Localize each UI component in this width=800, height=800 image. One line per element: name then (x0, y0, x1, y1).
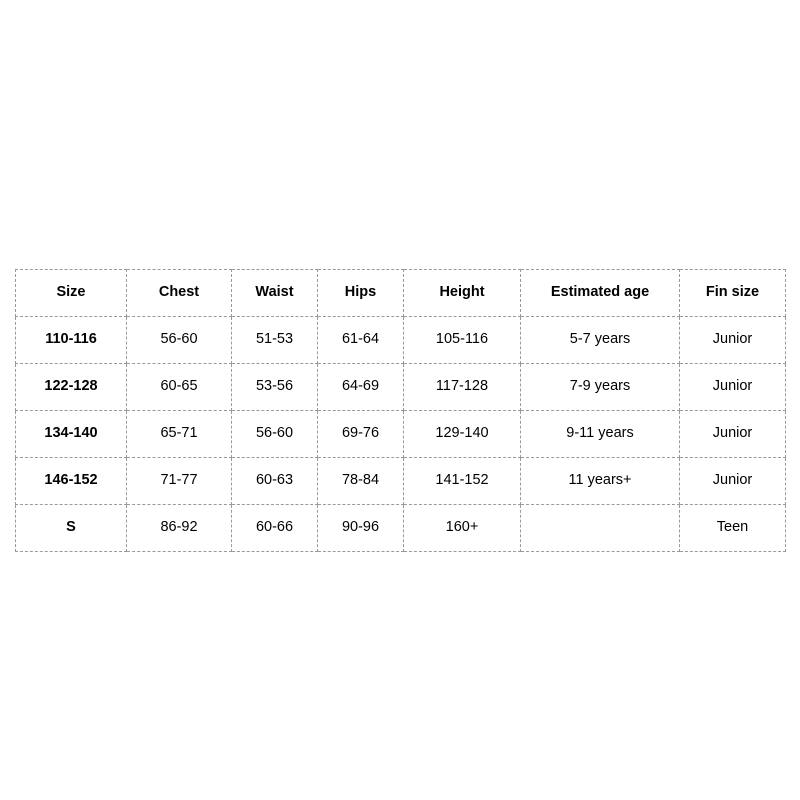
cell-estimated-age: 11 years+ (521, 458, 680, 505)
cell-hips: 64-69 (318, 364, 404, 411)
cell-size: 122-128 (16, 364, 127, 411)
cell-hips: 69-76 (318, 411, 404, 458)
cell-size: 110-116 (16, 317, 127, 364)
table-header-row (16, 270, 786, 317)
cell-fin-size: Teen (680, 505, 786, 552)
cell-size: 134-140 (16, 411, 127, 458)
cell-height: 160+ (404, 505, 521, 552)
cell-waist: 60-66 (232, 505, 318, 552)
cell-hips: 61-64 (318, 317, 404, 364)
column-header-hips: Hips (318, 270, 404, 317)
size-chart (15, 269, 785, 552)
cell-chest: 65-71 (127, 411, 232, 458)
cell-chest: 56-60 (127, 317, 232, 364)
column-header-fin-size: Fin size (680, 270, 786, 317)
cell-waist: 53-56 (232, 364, 318, 411)
table-row (16, 505, 786, 552)
cell-fin-size: Junior (680, 458, 786, 505)
column-header-waist: Waist (232, 270, 318, 317)
cell-height: 141-152 (404, 458, 521, 505)
cell-height: 129-140 (404, 411, 521, 458)
cell-waist: 60-63 (232, 458, 318, 505)
cell-height: 117-128 (404, 364, 521, 411)
cell-height: 105-116 (404, 317, 521, 364)
column-header-estimated-age: Estimated age (521, 270, 680, 317)
cell-fin-size: Junior (680, 317, 786, 364)
cell-estimated-age: 5-7 years (521, 317, 680, 364)
cell-waist: 51-53 (232, 317, 318, 364)
table-row (16, 364, 786, 411)
size-table (15, 269, 786, 552)
cell-chest: 86-92 (127, 505, 232, 552)
cell-waist: 56-60 (232, 411, 318, 458)
table-row (16, 411, 786, 458)
cell-hips: 78-84 (318, 458, 404, 505)
cell-estimated-age: 7-9 years (521, 364, 680, 411)
cell-size: S (16, 505, 127, 552)
column-header-size: Size (16, 270, 127, 317)
cell-estimated-age: 9-11 years (521, 411, 680, 458)
cell-chest: 60-65 (127, 364, 232, 411)
cell-fin-size: Junior (680, 411, 786, 458)
cell-size: 146-152 (16, 458, 127, 505)
table-row (16, 317, 786, 364)
column-header-height: Height (404, 270, 521, 317)
cell-chest: 71-77 (127, 458, 232, 505)
cell-hips: 90-96 (318, 505, 404, 552)
table-row (16, 458, 786, 505)
column-header-chest: Chest (127, 270, 232, 317)
cell-fin-size: Junior (680, 364, 786, 411)
cell-estimated-age (521, 505, 680, 552)
